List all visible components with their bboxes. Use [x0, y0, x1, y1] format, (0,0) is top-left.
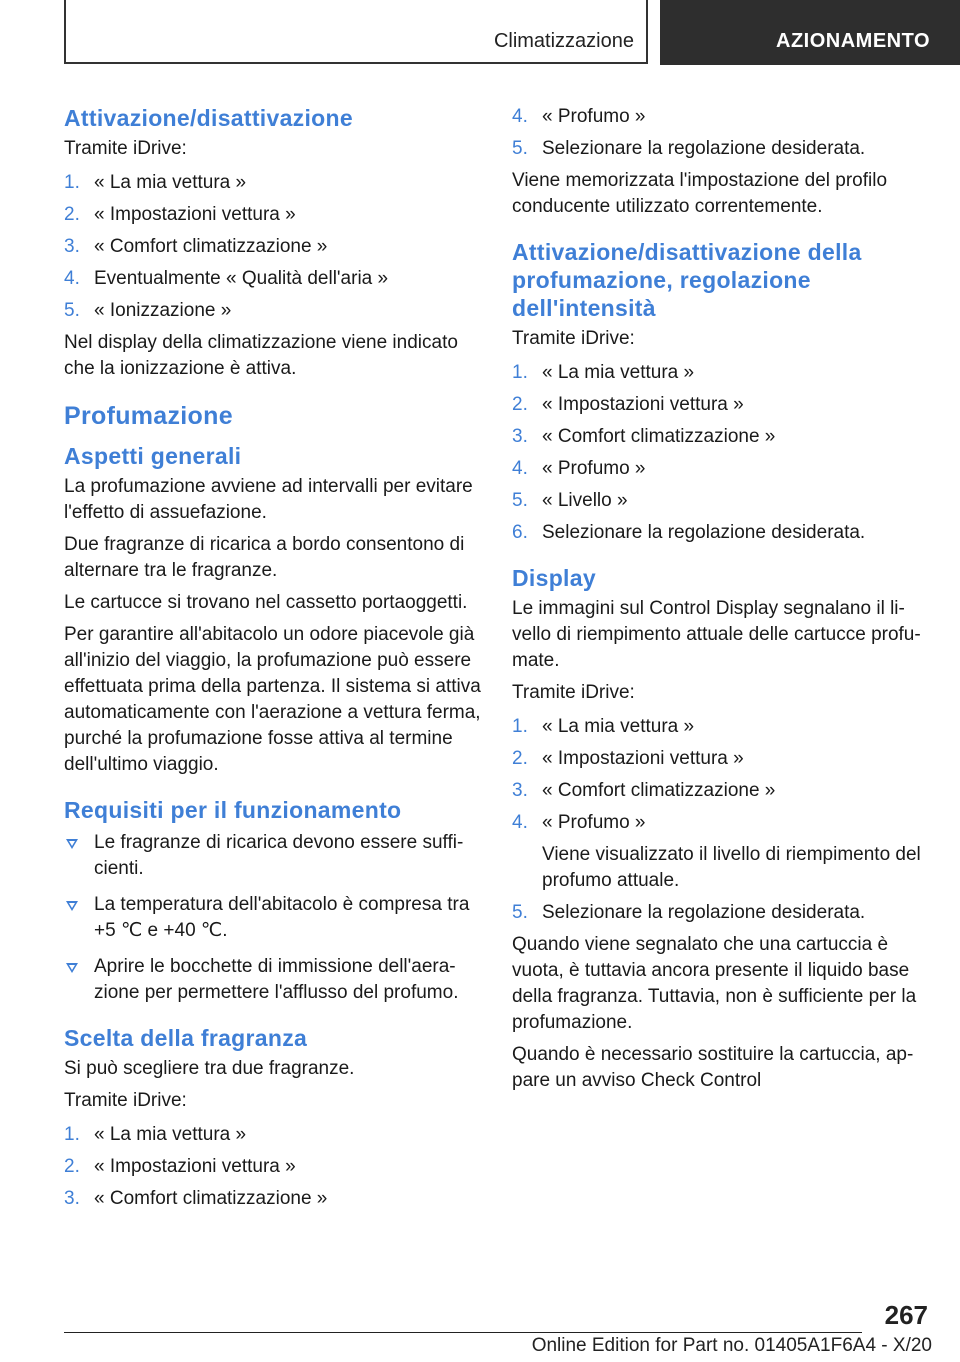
step-number: 3. — [64, 1188, 80, 1209]
step-number: 4. — [512, 812, 528, 833]
heading-requisiti: Requisiti per il funzionamento — [64, 797, 402, 823]
step-number: 2. — [512, 748, 528, 769]
heading-display: Display — [512, 565, 596, 591]
heading-attivazione: Attivazione/disattivazione — [64, 105, 353, 131]
step-text: « La mia vettura » — [94, 172, 247, 193]
paragraph-scelta: Si può scegliere tra due fragranze. — [64, 1058, 355, 1079]
step-number: 3. — [512, 426, 528, 447]
list-item — [64, 298, 484, 324]
list-item — [512, 360, 932, 386]
step-number: 5. — [512, 902, 528, 923]
step-number: 1. — [512, 362, 528, 383]
step-subtext: Viene visualizzato il livello di riempimento del profumo attuale. — [542, 844, 921, 891]
list-item — [64, 266, 484, 292]
step-number: 3. — [512, 780, 528, 801]
step-number: 1. — [64, 172, 80, 193]
step-text: Selezionare la regolazione desiderata. — [542, 522, 866, 543]
steps-list-display — [512, 714, 932, 926]
paragraph-tramite: Tramite iDrive: — [64, 1090, 187, 1111]
list-item — [512, 456, 932, 482]
step-number: 1. — [512, 716, 528, 737]
paragraph-cartuccia-vuota: Quando viene segnalato che una cartuccia è vuota, è tuttavia ancora presente il liquido base della fragranza. Tuttavia, non è sufficiente per la profumazione. — [512, 934, 917, 1033]
list-item — [64, 234, 484, 260]
list-item — [512, 424, 932, 450]
step-text: « Comfort climatizzazione » — [94, 1188, 328, 1209]
list-item — [512, 778, 932, 804]
list-item — [512, 488, 932, 514]
heading-profumazione: Profumazione — [64, 402, 233, 430]
triangle-bullet-icon — [66, 901, 78, 911]
header-section-title: Climatizzazione — [493, 30, 634, 52]
header-chapter-title: AZIONAMENTO — [776, 30, 931, 52]
footer-divider — [64, 1332, 862, 1333]
heading-attivazione-profumazione: Attivazione/disattivazione della profumazione, regolazione dell'intensità — [512, 239, 862, 321]
left-column — [64, 100, 484, 1218]
step-number: 4. — [64, 268, 80, 289]
requisiti-list — [64, 830, 484, 1006]
step-text: Selezionare la regolazione desiderata. — [542, 902, 866, 923]
steps-list-intensita — [512, 360, 932, 546]
requisito-text: Le fragranze di ricarica devono essere sufficienti. — [94, 832, 464, 879]
paragraph-check-control: Quando è necessario sostituire la cartuccia, appare un avviso Check Control — [512, 1044, 914, 1091]
paragraph-aspetti-1: La profumazione avviene ad intervalli per evitare l'effetto di assuefazione. — [64, 476, 473, 523]
step-number: 5. — [512, 490, 528, 511]
paragraph-tramite: Tramite iDrive: — [64, 138, 187, 159]
list-item — [64, 954, 484, 1006]
requisito-text: Aprire le bocchette di immissione dell'aerazione per permettere l'afflusso del profumo. — [94, 956, 459, 1003]
list-item — [64, 202, 484, 228]
step-text: « Comfort climatizzazione » — [94, 236, 328, 257]
step-number: 1. — [64, 1124, 80, 1145]
paragraph-display-ionizzazione: Nel display della climatizzazione viene indicato che la ionizzazione è attiva. — [64, 332, 458, 379]
list-item — [64, 1186, 484, 1212]
steps-list-scelta-continued — [512, 104, 932, 162]
list-item — [512, 714, 932, 740]
list-item — [64, 830, 484, 882]
paragraph-memorizzata: Viene memorizzata l'impostazione del profilo conducente utilizzato correntemente. — [512, 170, 888, 217]
list-item — [64, 892, 484, 944]
step-text: « Impostazioni vettura » — [542, 748, 744, 769]
step-number: 2. — [64, 204, 80, 225]
list-item — [512, 136, 932, 162]
step-text: « La mia vettura » — [94, 1124, 247, 1145]
list-item — [512, 746, 932, 772]
paragraph-tramite: Tramite iDrive: — [512, 328, 635, 349]
paragraph-aspetti-3: Le cartucce si trovano nel cassetto portaoggetti. — [64, 592, 468, 613]
step-number: 6. — [512, 522, 528, 543]
step-text: « La mia vettura » — [542, 716, 695, 737]
step-number: 4. — [512, 458, 528, 479]
step-text: « Comfort climatizzazione » — [542, 780, 776, 801]
step-text: « Impostazioni vettura » — [94, 204, 296, 225]
footer-edition: Online Edition for Part no. 01405A1F6A4 - X/20 — [531, 1335, 932, 1356]
step-text: « Impostazioni vettura » — [542, 394, 744, 415]
step-text: « Ionizzazione » — [94, 300, 232, 321]
paragraph-aspetti-2: Due fragranze di ricarica a bordo consentono di alternare tra le fragranze. — [64, 534, 465, 581]
step-text: Selezionare la regolazione desiderata. — [542, 138, 866, 159]
step-text: « Profumo » — [542, 106, 646, 127]
step-number: 5. — [64, 300, 80, 321]
steps-list-scelta — [64, 1122, 484, 1212]
page-number: 267 — [884, 1300, 928, 1330]
list-item — [512, 520, 932, 546]
requisito-text: La temperatura dell'abitacolo è compresa tra +5 ℃ e +40 ℃. — [94, 894, 470, 941]
step-number: 5. — [512, 138, 528, 159]
list-item — [512, 900, 932, 926]
list-item — [64, 1154, 484, 1180]
step-text: « Comfort climatizzazione » — [542, 426, 776, 447]
step-text: « Impostazioni vettura » — [94, 1156, 296, 1177]
list-item — [64, 1122, 484, 1148]
right-column — [512, 100, 932, 1100]
triangle-bullet-icon — [66, 963, 78, 973]
header-chapter-tab — [660, 0, 960, 65]
list-item — [512, 810, 932, 894]
step-text: « Livello » — [542, 490, 628, 511]
step-text: « Profumo » — [542, 458, 646, 479]
step-number: 2. — [512, 394, 528, 415]
steps-list-attivazione — [64, 170, 484, 324]
step-text: Eventualmente « Qualità dell'aria » — [94, 268, 389, 289]
paragraph-display: Le immagini sul Control Display segnalano il livello di riempimento attuale delle cartucce profumate. — [512, 598, 921, 671]
step-text: « Profumo » — [542, 812, 646, 833]
step-number: 3. — [64, 236, 80, 257]
list-item — [64, 170, 484, 196]
step-number: 2. — [64, 1156, 80, 1177]
heading-aspetti-generali: Aspetti generali — [64, 443, 242, 469]
step-text: « La mia vettura » — [542, 362, 695, 383]
list-item — [512, 104, 932, 130]
paragraph-tramite: Tramite iDrive: — [512, 682, 635, 703]
paragraph-aspetti-4: Per garantire all'abitacolo un odore piacevole già all'inizio del viaggio, la profumazione può essere effettuata prima della partenza. Il sistema si attiva automaticamente con l'aerazione a vettura ferma, purché la profumazione fosse attiva al termine dell'ultimo viaggio. — [64, 624, 481, 775]
list-item — [512, 392, 932, 418]
heading-scelta-fragranza: Scelta della fragranza — [64, 1025, 308, 1051]
triangle-bullet-icon — [66, 839, 78, 849]
header-section-box — [64, 0, 648, 64]
step-number: 4. — [512, 106, 528, 127]
